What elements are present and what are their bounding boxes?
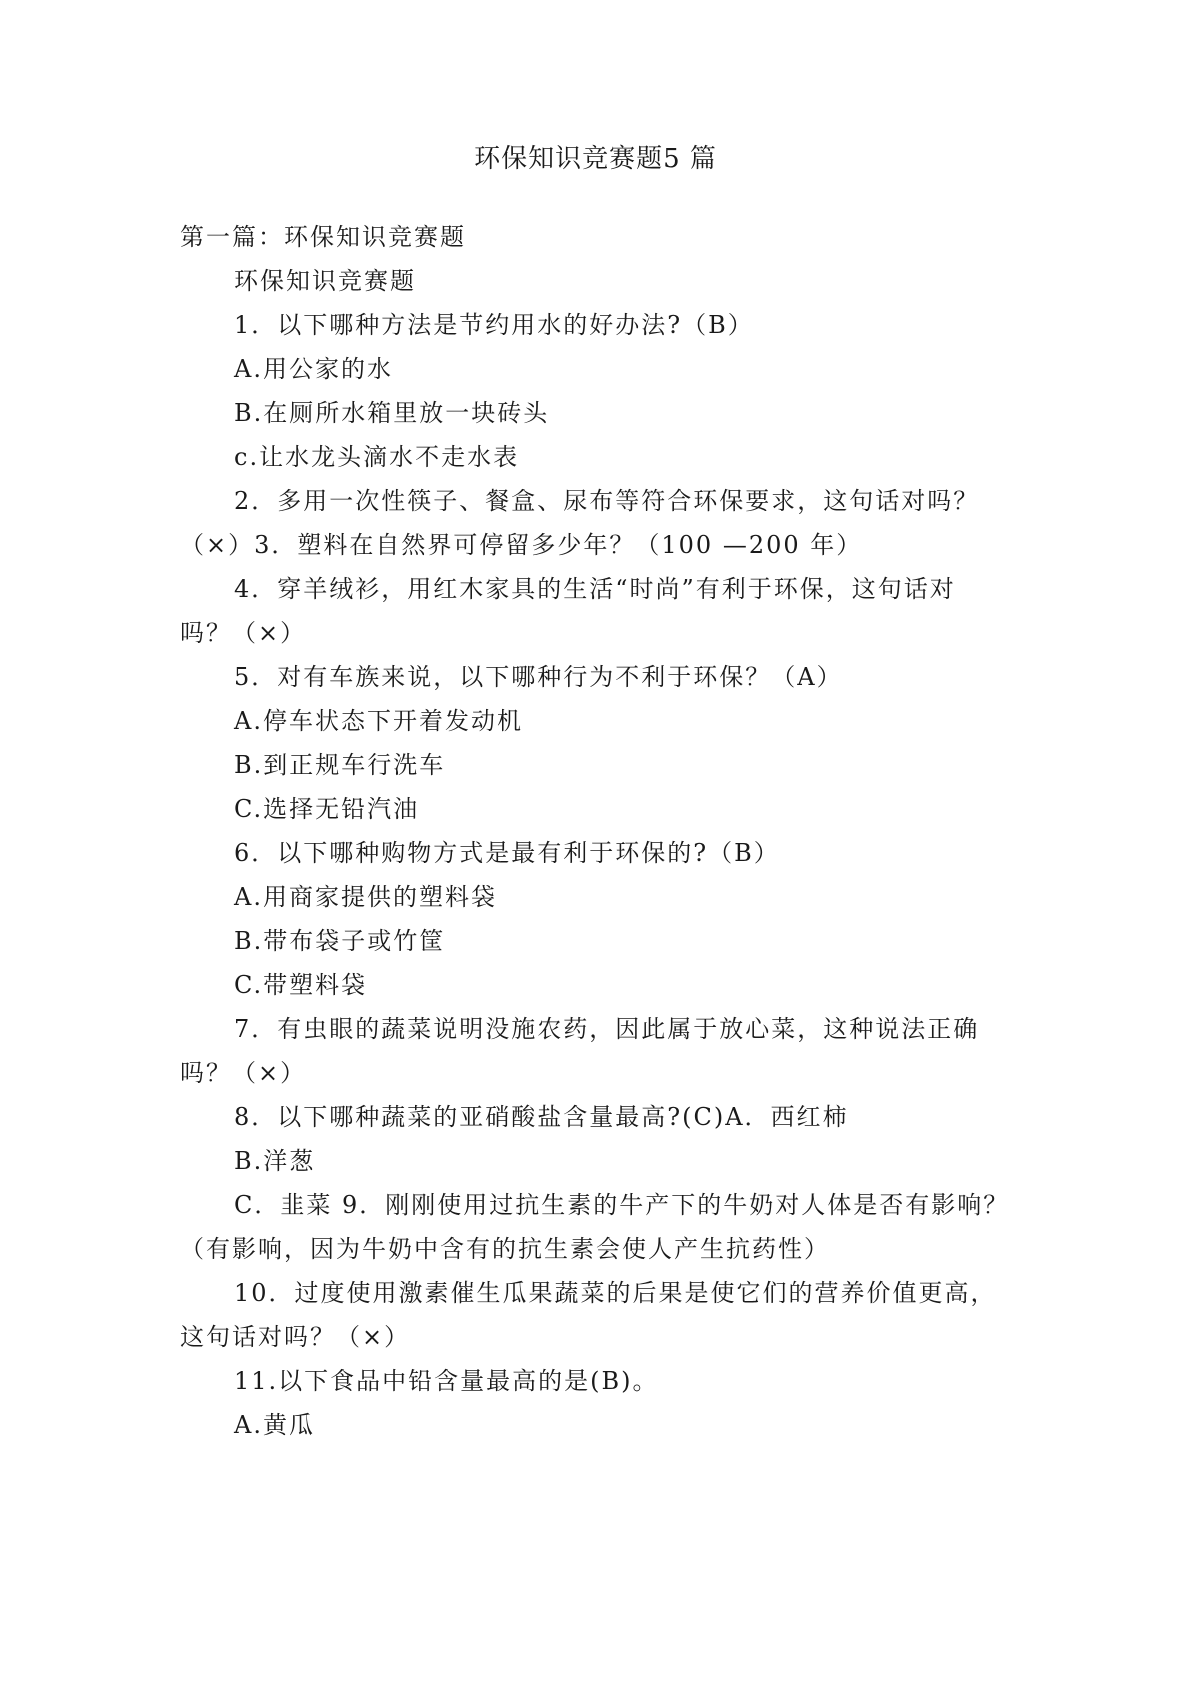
q11-option-a: A.黄瓜 (234, 1411, 315, 1439)
question-4-answer: 吗？（×） (180, 619, 307, 647)
q6-option-c: C.带塑料袋 (234, 971, 368, 999)
question-1: 1．以下哪种方法是节约用水的好办法?（B） (234, 311, 754, 339)
q8-option-b: B.洋葱 (234, 1147, 316, 1175)
question-2-3-line: （×）3．塑料在自然界可停留多少年？（100 —200 年） (180, 531, 863, 559)
q5-option-a: A.停车状态下开着发动机 (234, 707, 523, 735)
section-heading: 第一篇：环保知识竞赛题 (180, 223, 466, 251)
question-8: 8．以下哪种蔬菜的亚硝酸盐含量最高?(C)A．西红柿 (234, 1103, 849, 1131)
question-7-answer: 吗？（×） (180, 1059, 307, 1087)
q5-option-c: C.选择无铅汽油 (234, 795, 420, 823)
q1-option-a: A.用公家的水 (234, 355, 393, 383)
q6-option-a: A.用商家提供的塑料袋 (234, 883, 497, 911)
q8-c-question-9: C．韭菜 9．刚刚使用过抗生素的牛产下的牛奶对人体是否有影响？ (234, 1191, 1010, 1219)
question-6: 6．以下哪种购物方式是最有利于环保的?（B） (234, 839, 780, 867)
document-title: 环保知识竞赛题5 篇 (474, 144, 717, 174)
question-10-cont: 这句话对吗？（×） (180, 1323, 411, 1351)
question-4: 4．穿羊绒衫，用红木家具的生活“时尚”有利于环保，这句话对 (234, 575, 956, 603)
question-11: 11.以下食品中铅含量最高的是(B)。 (234, 1367, 659, 1395)
subheading: 环保知识竞赛题 (234, 267, 416, 295)
question-10: 10．过度使用激素催生瓜果蔬菜的后果是使它们的营养价值更高， (234, 1279, 997, 1307)
question-9-answer: （有影响，因为牛奶中含有的抗生素会使人产生抗药性） (180, 1235, 830, 1263)
q5-option-b: B.到正规车行洗车 (234, 751, 446, 779)
question-5: 5．对有车族来说，以下哪种行为不利于环保？（A） (234, 663, 843, 691)
q6-option-b: B.带布袋子或竹筐 (234, 927, 446, 955)
q1-option-c: c.让水龙头滴水不走水表 (234, 443, 520, 471)
question-7: 7．有虫眼的蔬菜说明没施农药，因此属于放心菜，这种说法正确 (234, 1015, 980, 1043)
question-2: 2．多用一次性筷子、餐盒、尿布等符合环保要求，这句话对吗？ (234, 487, 980, 515)
q1-option-b: B.在厕所水箱里放一块砖头 (234, 399, 550, 427)
